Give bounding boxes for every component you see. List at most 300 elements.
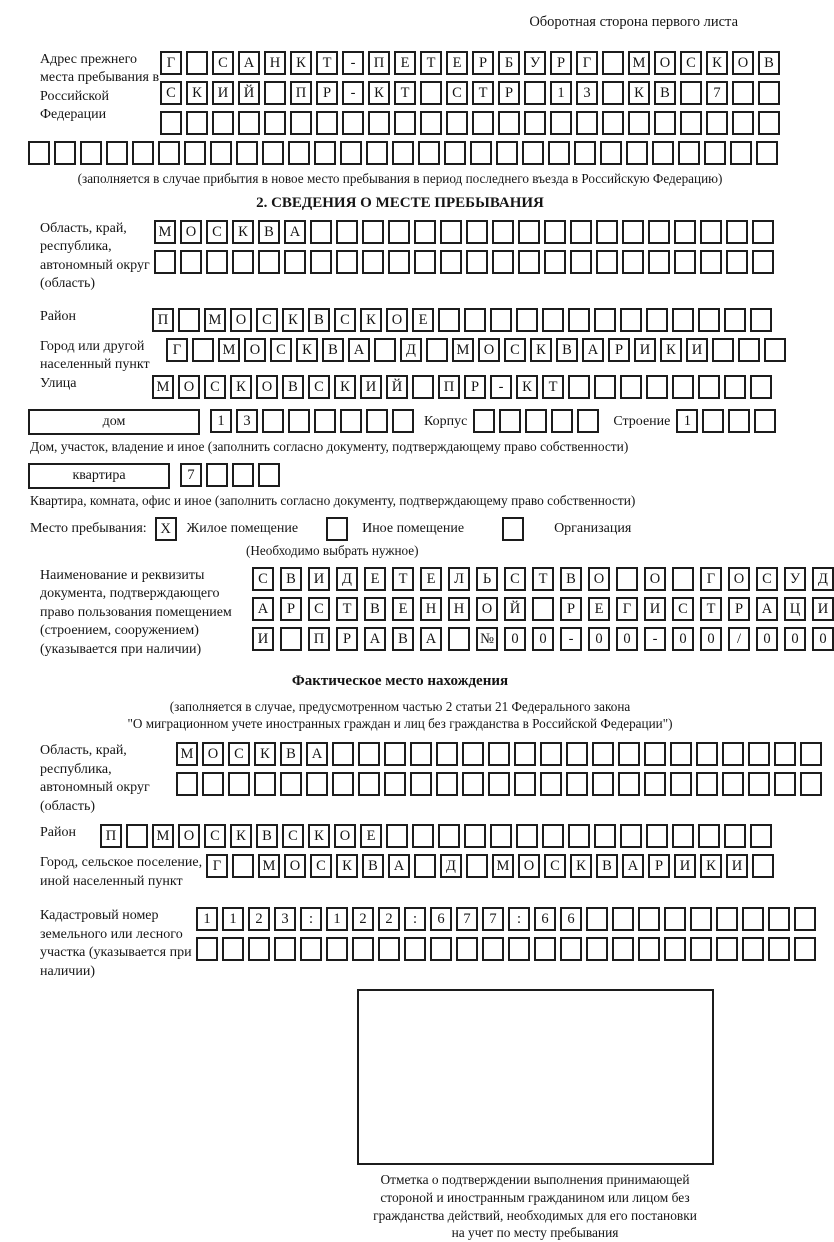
char-cell[interactable] <box>534 937 556 961</box>
char-cell[interactable] <box>750 308 772 332</box>
char-cell[interactable] <box>540 772 562 796</box>
char-cell[interactable]: 1 <box>550 81 572 105</box>
char-cell[interactable] <box>516 824 538 848</box>
char-cell[interactable]: Е <box>392 597 414 621</box>
char-cell[interactable] <box>386 824 408 848</box>
char-cell[interactable] <box>612 907 634 931</box>
char-cell[interactable]: И <box>644 597 666 621</box>
char-cell[interactable]: П <box>100 824 122 848</box>
char-cell[interactable]: К <box>360 308 382 332</box>
char-cell[interactable] <box>404 937 426 961</box>
char-cell[interactable]: Г <box>576 51 598 75</box>
char-cell[interactable] <box>176 772 198 796</box>
char-cell[interactable] <box>654 111 676 135</box>
char-cell[interactable] <box>410 742 432 766</box>
char-cell[interactable]: М <box>152 824 174 848</box>
char-cell[interactable]: М <box>218 338 240 362</box>
char-cell[interactable] <box>482 937 504 961</box>
char-cell[interactable] <box>622 250 644 274</box>
char-cell[interactable]: С <box>446 81 468 105</box>
char-cell[interactable] <box>210 141 232 165</box>
char-cell[interactable]: С <box>206 220 228 244</box>
char-cell[interactable] <box>768 907 790 931</box>
char-cell[interactable]: В <box>560 567 582 591</box>
char-cell[interactable]: Ц <box>784 597 806 621</box>
char-cell[interactable]: Н <box>420 597 442 621</box>
char-cell[interactable] <box>258 250 280 274</box>
char-cell[interactable] <box>732 81 754 105</box>
char-cell[interactable]: 2 <box>352 907 374 931</box>
char-cell[interactable] <box>758 81 780 105</box>
char-cell[interactable] <box>638 907 660 931</box>
char-cell[interactable] <box>644 742 666 766</box>
char-cell[interactable] <box>696 772 718 796</box>
char-cell[interactable] <box>54 141 76 165</box>
char-cell[interactable] <box>490 308 512 332</box>
char-cell[interactable]: 7 <box>706 81 728 105</box>
char-cell[interactable] <box>280 772 302 796</box>
char-cell[interactable] <box>646 308 668 332</box>
char-cell[interactable] <box>752 854 774 878</box>
char-cell[interactable]: Й <box>386 375 408 399</box>
char-cell[interactable] <box>716 937 738 961</box>
char-cell[interactable]: Е <box>446 51 468 75</box>
char-cell[interactable] <box>712 338 734 362</box>
char-cell[interactable] <box>644 772 666 796</box>
char-cell[interactable]: 0 <box>588 627 610 651</box>
char-cell[interactable]: О <box>386 308 408 332</box>
char-cell[interactable] <box>674 250 696 274</box>
char-cell[interactable]: А <box>388 854 410 878</box>
char-cell[interactable]: П <box>290 81 312 105</box>
char-cell[interactable] <box>602 51 624 75</box>
char-cell[interactable]: И <box>726 854 748 878</box>
char-cell[interactable] <box>316 111 338 135</box>
char-cell[interactable] <box>698 375 720 399</box>
char-cell[interactable]: С <box>672 597 694 621</box>
char-cell[interactable] <box>160 111 182 135</box>
char-cell[interactable]: В <box>596 854 618 878</box>
char-cell[interactable]: С <box>544 854 566 878</box>
char-cell[interactable] <box>750 824 772 848</box>
char-cell[interactable] <box>706 111 728 135</box>
char-cell[interactable] <box>418 141 440 165</box>
char-cell[interactable]: Г <box>206 854 228 878</box>
char-cell[interactable] <box>514 772 536 796</box>
char-cell[interactable] <box>724 824 746 848</box>
char-cell[interactable]: Р <box>550 51 572 75</box>
char-cell[interactable]: И <box>812 597 834 621</box>
char-cell[interactable] <box>462 772 484 796</box>
char-cell[interactable]: Р <box>608 338 630 362</box>
char-cell[interactable]: И <box>686 338 708 362</box>
char-cell[interactable]: Г <box>616 597 638 621</box>
char-cell[interactable] <box>466 250 488 274</box>
char-cell[interactable] <box>518 220 540 244</box>
char-cell[interactable] <box>596 220 618 244</box>
char-cell[interactable]: 3 <box>274 907 296 931</box>
char-cell[interactable] <box>222 937 244 961</box>
char-cell[interactable] <box>340 409 362 433</box>
char-cell[interactable] <box>646 824 668 848</box>
char-cell[interactable] <box>730 141 752 165</box>
char-cell[interactable] <box>362 220 384 244</box>
char-cell[interactable] <box>620 308 642 332</box>
char-cell[interactable]: 1 <box>210 409 232 433</box>
char-cell[interactable]: П <box>152 308 174 332</box>
char-cell[interactable]: 1 <box>326 907 348 931</box>
char-cell[interactable]: Т <box>336 597 358 621</box>
char-cell[interactable] <box>540 742 562 766</box>
char-cell[interactable]: И <box>360 375 382 399</box>
char-cell[interactable] <box>238 111 260 135</box>
char-cell[interactable]: М <box>154 220 176 244</box>
char-cell[interactable]: Р <box>472 51 494 75</box>
char-cell[interactable]: Й <box>238 81 260 105</box>
char-cell[interactable] <box>722 742 744 766</box>
char-cell[interactable] <box>664 937 686 961</box>
char-cell[interactable]: Е <box>394 51 416 75</box>
char-cell[interactable]: 0 <box>616 627 638 651</box>
char-cell[interactable] <box>594 824 616 848</box>
char-cell[interactable]: Г <box>160 51 182 75</box>
char-cell[interactable] <box>698 308 720 332</box>
char-cell[interactable] <box>492 250 514 274</box>
char-cell[interactable] <box>426 338 448 362</box>
char-cell[interactable] <box>158 141 180 165</box>
char-cell[interactable] <box>680 81 702 105</box>
char-cell[interactable] <box>384 772 406 796</box>
char-cell[interactable]: О <box>178 375 200 399</box>
char-cell[interactable]: 7 <box>482 907 504 931</box>
char-cell[interactable] <box>374 338 396 362</box>
char-cell[interactable] <box>466 220 488 244</box>
char-cell[interactable]: В <box>362 854 384 878</box>
char-cell[interactable]: У <box>784 567 806 591</box>
char-cell[interactable]: С <box>680 51 702 75</box>
char-cell[interactable] <box>366 409 388 433</box>
char-cell[interactable]: 1 <box>676 409 698 433</box>
char-cell[interactable] <box>542 308 564 332</box>
char-cell[interactable]: 6 <box>534 907 556 931</box>
char-cell[interactable] <box>388 220 410 244</box>
char-cell[interactable]: К <box>230 824 252 848</box>
char-cell[interactable]: М <box>152 375 174 399</box>
char-cell[interactable]: М <box>452 338 474 362</box>
char-cell[interactable]: О <box>256 375 278 399</box>
char-cell[interactable]: С <box>204 824 226 848</box>
char-cell[interactable]: О <box>284 854 306 878</box>
char-cell[interactable] <box>440 250 462 274</box>
char-cell[interactable] <box>492 220 514 244</box>
char-cell[interactable]: 7 <box>456 907 478 931</box>
char-cell[interactable]: О <box>588 567 610 591</box>
char-cell[interactable]: В <box>280 567 302 591</box>
char-cell[interactable]: А <box>348 338 370 362</box>
char-cell[interactable]: К <box>254 742 276 766</box>
char-cell[interactable]: М <box>492 854 514 878</box>
char-cell[interactable]: Р <box>316 81 338 105</box>
char-cell[interactable] <box>496 141 518 165</box>
char-cell[interactable] <box>462 742 484 766</box>
char-cell[interactable]: А <box>306 742 328 766</box>
char-cell[interactable] <box>704 141 726 165</box>
char-cell[interactable] <box>236 141 258 165</box>
char-cell[interactable] <box>342 111 364 135</box>
char-cell[interactable] <box>748 742 770 766</box>
char-cell[interactable]: Р <box>464 375 486 399</box>
char-cell[interactable]: 6 <box>430 907 452 931</box>
char-cell[interactable] <box>648 250 670 274</box>
char-cell[interactable] <box>622 220 644 244</box>
char-cell[interactable] <box>752 250 774 274</box>
char-cell[interactable] <box>577 409 599 433</box>
char-cell[interactable]: 1 <box>222 907 244 931</box>
char-cell[interactable]: О <box>334 824 356 848</box>
char-cell[interactable] <box>438 308 460 332</box>
char-cell[interactable] <box>702 409 724 433</box>
char-cell[interactable] <box>722 772 744 796</box>
char-cell[interactable] <box>358 742 380 766</box>
char-cell[interactable] <box>620 824 642 848</box>
char-cell[interactable] <box>750 375 772 399</box>
char-cell[interactable]: - <box>560 627 582 651</box>
char-cell[interactable]: Р <box>728 597 750 621</box>
char-cell[interactable]: А <box>238 51 260 75</box>
char-cell[interactable] <box>566 772 588 796</box>
char-cell[interactable] <box>626 141 648 165</box>
char-cell[interactable]: 0 <box>532 627 554 651</box>
char-cell[interactable] <box>392 409 414 433</box>
char-cell[interactable] <box>738 338 760 362</box>
char-cell[interactable]: О <box>202 742 224 766</box>
char-cell[interactable] <box>464 824 486 848</box>
char-cell[interactable] <box>618 742 640 766</box>
char-cell[interactable] <box>499 409 521 433</box>
char-cell[interactable] <box>314 409 336 433</box>
char-cell[interactable] <box>551 409 573 433</box>
char-cell[interactable]: Д <box>440 854 462 878</box>
char-cell[interactable] <box>414 854 436 878</box>
char-cell[interactable]: С <box>308 597 330 621</box>
char-cell[interactable] <box>258 463 280 487</box>
char-cell[interactable]: В <box>308 308 330 332</box>
char-cell[interactable] <box>438 824 460 848</box>
char-cell[interactable] <box>132 141 154 165</box>
char-cell[interactable]: 0 <box>700 627 722 651</box>
char-cell[interactable] <box>680 111 702 135</box>
char-cell[interactable]: А <box>582 338 604 362</box>
char-cell[interactable]: № <box>476 627 498 651</box>
char-cell[interactable]: Е <box>364 567 386 591</box>
char-cell[interactable] <box>508 937 530 961</box>
char-cell[interactable] <box>490 824 512 848</box>
char-cell[interactable]: А <box>284 220 306 244</box>
char-cell[interactable] <box>228 772 250 796</box>
char-cell[interactable] <box>184 141 206 165</box>
char-cell[interactable]: К <box>700 854 722 878</box>
char-cell[interactable] <box>620 375 642 399</box>
char-cell[interactable] <box>274 937 296 961</box>
char-cell[interactable] <box>206 250 228 274</box>
char-cell[interactable]: Т <box>392 567 414 591</box>
char-cell[interactable] <box>568 824 590 848</box>
char-cell[interactable] <box>648 220 670 244</box>
char-cell[interactable] <box>388 250 410 274</box>
char-cell[interactable] <box>672 308 694 332</box>
char-cell[interactable] <box>566 742 588 766</box>
char-cell[interactable]: Т <box>700 597 722 621</box>
char-cell[interactable]: Й <box>504 597 526 621</box>
char-cell[interactable] <box>332 742 354 766</box>
char-cell[interactable] <box>232 463 254 487</box>
char-cell[interactable] <box>690 907 712 931</box>
char-cell[interactable]: О <box>476 597 498 621</box>
char-cell[interactable]: 0 <box>672 627 694 651</box>
char-cell[interactable]: 3 <box>576 81 598 105</box>
char-cell[interactable]: К <box>290 51 312 75</box>
char-cell[interactable] <box>362 250 384 274</box>
char-cell[interactable] <box>698 824 720 848</box>
char-cell[interactable] <box>473 409 495 433</box>
char-cell[interactable] <box>774 742 796 766</box>
char-cell[interactable] <box>414 250 436 274</box>
char-cell[interactable] <box>728 409 750 433</box>
char-cell[interactable] <box>310 250 332 274</box>
char-cell[interactable]: К <box>296 338 318 362</box>
char-cell[interactable] <box>592 742 614 766</box>
char-cell[interactable] <box>592 772 614 796</box>
char-cell[interactable]: - <box>644 627 666 651</box>
char-cell[interactable] <box>586 907 608 931</box>
char-cell[interactable] <box>448 627 470 651</box>
char-cell[interactable] <box>280 627 302 651</box>
char-cell[interactable]: С <box>204 375 226 399</box>
char-cell[interactable] <box>700 220 722 244</box>
char-cell[interactable] <box>178 308 200 332</box>
char-cell[interactable]: О <box>732 51 754 75</box>
char-cell[interactable]: Е <box>360 824 382 848</box>
char-cell[interactable]: С <box>160 81 182 105</box>
char-cell[interactable] <box>758 111 780 135</box>
char-cell[interactable] <box>670 772 692 796</box>
char-cell[interactable]: С <box>310 854 332 878</box>
checkbox-inoe[interactable] <box>326 517 348 541</box>
char-cell[interactable] <box>800 742 822 766</box>
char-cell[interactable]: В <box>364 597 386 621</box>
char-cell[interactable] <box>700 250 722 274</box>
char-cell[interactable]: 0 <box>784 627 806 651</box>
char-cell[interactable]: И <box>634 338 656 362</box>
char-cell[interactable]: В <box>282 375 304 399</box>
char-cell[interactable]: И <box>674 854 696 878</box>
char-cell[interactable] <box>336 250 358 274</box>
char-cell[interactable]: К <box>230 375 252 399</box>
char-cell[interactable]: Г <box>166 338 188 362</box>
char-cell[interactable] <box>332 772 354 796</box>
char-cell[interactable] <box>602 111 624 135</box>
char-cell[interactable]: 2 <box>378 907 400 931</box>
char-cell[interactable] <box>516 308 538 332</box>
char-cell[interactable] <box>366 141 388 165</box>
char-cell[interactable]: : <box>300 907 322 931</box>
char-cell[interactable] <box>212 111 234 135</box>
char-cell[interactable] <box>290 111 312 135</box>
char-cell[interactable]: 3 <box>236 409 258 433</box>
char-cell[interactable] <box>414 220 436 244</box>
char-cell[interactable]: П <box>308 627 330 651</box>
char-cell[interactable]: Б <box>498 51 520 75</box>
char-cell[interactable]: В <box>258 220 280 244</box>
char-cell[interactable]: С <box>756 567 778 591</box>
char-cell[interactable] <box>248 937 270 961</box>
char-cell[interactable]: 2 <box>248 907 270 931</box>
char-cell[interactable]: В <box>392 627 414 651</box>
char-cell[interactable]: О <box>728 567 750 591</box>
char-cell[interactable] <box>742 937 764 961</box>
char-cell[interactable] <box>664 907 686 931</box>
char-cell[interactable] <box>430 937 452 961</box>
char-cell[interactable] <box>690 937 712 961</box>
char-cell[interactable] <box>232 250 254 274</box>
char-cell[interactable]: П <box>368 51 390 75</box>
char-cell[interactable] <box>524 111 546 135</box>
char-cell[interactable] <box>570 220 592 244</box>
char-cell[interactable]: Р <box>280 597 302 621</box>
char-cell[interactable]: 1 <box>196 907 218 931</box>
char-cell[interactable] <box>384 742 406 766</box>
char-cell[interactable]: : <box>508 907 530 931</box>
char-cell[interactable]: - <box>490 375 512 399</box>
char-cell[interactable] <box>340 141 362 165</box>
char-cell[interactable]: Т <box>472 81 494 105</box>
char-cell[interactable] <box>186 111 208 135</box>
char-cell[interactable]: М <box>204 308 226 332</box>
char-cell[interactable]: / <box>728 627 750 651</box>
char-cell[interactable] <box>264 81 286 105</box>
char-cell[interactable] <box>532 597 554 621</box>
char-cell[interactable] <box>726 220 748 244</box>
char-cell[interactable] <box>544 250 566 274</box>
char-cell[interactable]: Д <box>336 567 358 591</box>
char-cell[interactable] <box>368 111 390 135</box>
char-cell[interactable]: В <box>256 824 278 848</box>
char-cell[interactable]: К <box>368 81 390 105</box>
char-cell[interactable] <box>392 141 414 165</box>
char-cell[interactable]: С <box>504 338 526 362</box>
char-cell[interactable]: Н <box>264 51 286 75</box>
char-cell[interactable]: Т <box>420 51 442 75</box>
char-cell[interactable]: Р <box>560 597 582 621</box>
char-cell[interactable]: О <box>518 854 540 878</box>
char-cell[interactable]: Т <box>532 567 554 591</box>
char-cell[interactable]: - <box>342 81 364 105</box>
char-cell[interactable]: 0 <box>756 627 778 651</box>
char-cell[interactable]: К <box>186 81 208 105</box>
char-cell[interactable]: А <box>622 854 644 878</box>
char-cell[interactable]: М <box>258 854 280 878</box>
char-cell[interactable] <box>768 937 790 961</box>
char-cell[interactable] <box>576 111 598 135</box>
char-cell[interactable]: 7 <box>180 463 202 487</box>
char-cell[interactable] <box>732 111 754 135</box>
char-cell[interactable] <box>444 141 466 165</box>
char-cell[interactable] <box>574 141 596 165</box>
checkbox-org[interactable] <box>502 517 524 541</box>
char-cell[interactable]: С <box>228 742 250 766</box>
char-cell[interactable]: О <box>178 824 200 848</box>
char-cell[interactable]: Т <box>542 375 564 399</box>
